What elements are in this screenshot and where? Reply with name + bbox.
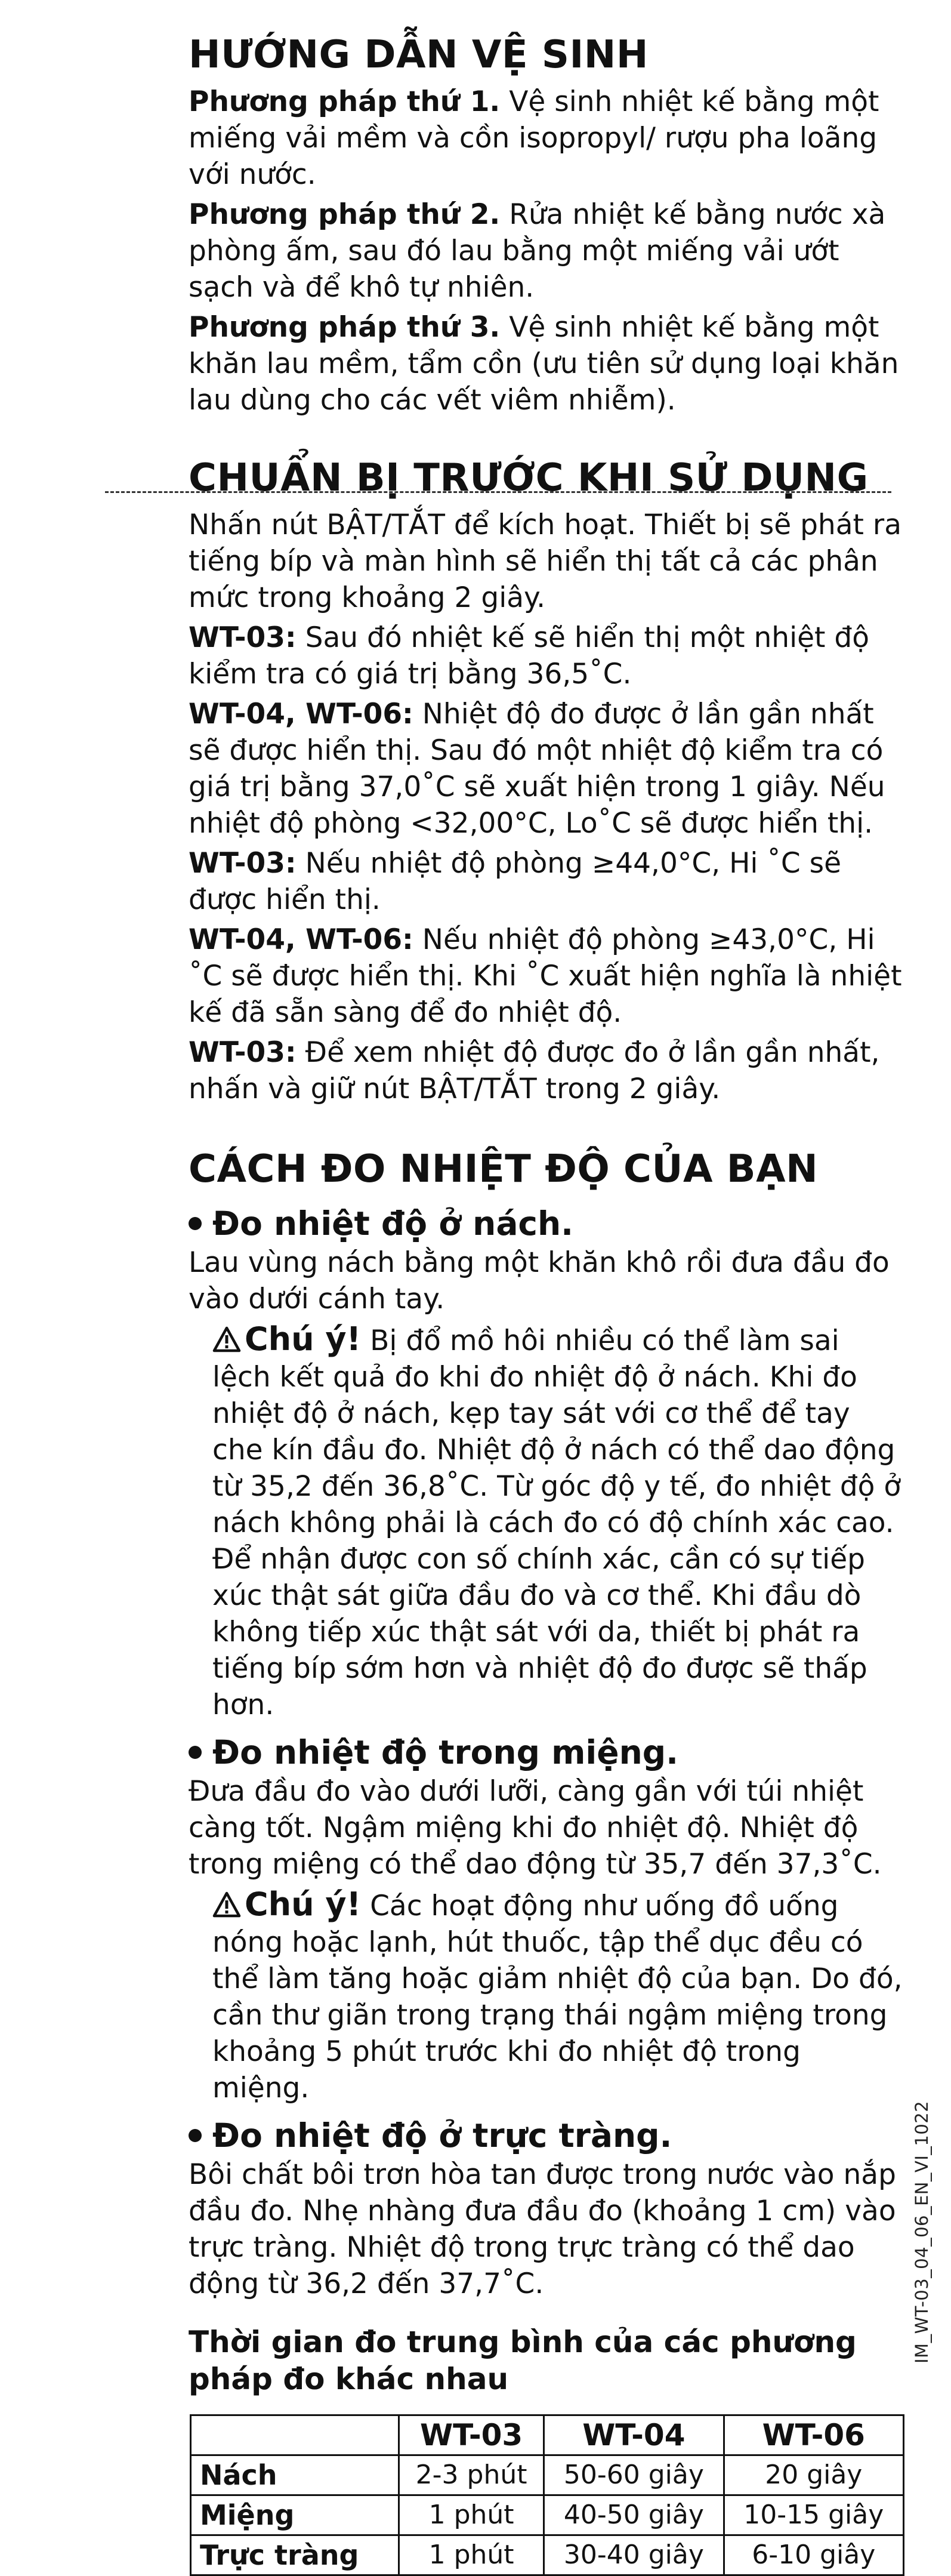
document-code: IM_WT-03_04_06_EN_VI_1022 (912, 2100, 932, 2364)
armpit-warning-text: Bị đổ mồ hôi nhiều có thể làm sai lệch kết quả đo khi đo nhiệt độ ở nách. Khi đo nhiệt độ ở nách, kẹp tay sát với cơ thể để tay che kín đầu đo. Nhiệt độ ở nách có thể dao động từ 35,2 đến 36,8˚C. Từ góc độ y tế, đo nhiệt độ ở nách không phải là cách đo có độ chính xác cao. Để nhận được con số chính xác, cần có sự tiếp xúc thật sát giữa đầu đo và cơ thể. Khi đầu dò không tiếp xúc thật sát với da, thiết bị phát ra tiếng bíp sớm hơn và nhiệt độ đo được sẽ thấp hơn. (212, 1324, 901, 1721)
method-2-label: Phương pháp thứ 2. (189, 198, 501, 231)
table-header-cell: WT-04 (544, 2415, 724, 2455)
cleaning-section (189, 30, 904, 418)
table-row (191, 2535, 904, 2575)
content-column (189, 30, 904, 2576)
method-2-text: Rửa nhiệt kế bằng nước xà phòng ấm, sau đó lau bằng một miếng vải ướt sạch và để khô tự nhiên. (189, 198, 886, 304)
prep-paragraph-2 (189, 696, 904, 842)
prep-2-text: Nhiệt độ đo được ở lần gần nhất sẽ được hiển thị. Sau đó một nhiệt độ kiểm tra có giá trị bằng 37,0˚C sẽ xuất hiện trong 1 giây. Nếu nhiệt độ phòng <32,00°C, Lo˚C sẽ được hiển thị. (189, 698, 885, 840)
oral-warning (212, 1886, 904, 2106)
table-header-cell: WT-06 (724, 2415, 903, 2455)
table-cell: 2-3 phút (399, 2455, 544, 2495)
table-header-row (191, 2415, 904, 2455)
prep-paragraph-4 (189, 922, 904, 1031)
measurement-title: CÁCH ĐO NHIỆT ĐỘ CỦA BẠN (189, 1147, 819, 1191)
table-row-header: Miệng (191, 2495, 399, 2535)
prep-4-text: Nếu nhiệt độ phòng ≥43,0°C, Hi ˚C sẽ được hiển thị. Khi ˚C xuất hiện nghĩa là nhiệt kế đã sẵn sàng để đo nhiệt độ. (189, 923, 902, 1029)
armpit-heading (189, 1203, 904, 1244)
prep-2-label: WT-04, WT-06: (189, 698, 413, 731)
warning-icon (212, 1891, 241, 1918)
bullet-icon (189, 1217, 202, 1230)
prep-3-text: Nếu nhiệt độ phòng ≥44,0°C, Hi ˚C sẽ được hiển thị. (189, 847, 842, 916)
oral-text: Đưa đầu đo vào dưới lưỡi, càng gần với túi nhiệt càng tốt. Ngậm miệng khi đo nhiệt độ. Nhiệt độ trong miệng có thể dao động từ 35,7 đến 37,3˚C. (189, 1775, 882, 1881)
armpit-text: Lau vùng nách bằng một khăn khô rồi đưa đầu đo vào dưới cánh tay. (189, 1246, 890, 1315)
table-header-cell (191, 2415, 399, 2455)
oral-heading (189, 1731, 904, 1773)
table-cell: 6-10 giây (724, 2535, 903, 2575)
method-3-text: Vệ sinh nhiệt kế bằng một khăn lau mềm, tẩm cồn (ưu tiên sử dụng loại khăn lau dùng cho các vết viêm nhiễm). (189, 311, 899, 417)
preparation-intro: Nhấn nút BẬT/TẮT để kích hoạt. Thiết bị sẽ phát ra tiếng bíp và màn hình sẽ hiển thị tất cả các phân mức trong khoảng 2 giây. (189, 509, 901, 614)
table-cell: 50-60 giây (544, 2455, 724, 2495)
prep-paragraph-3 (189, 845, 904, 918)
table-cell: 10-15 giây (724, 2495, 903, 2535)
oral-title: Đo nhiệt độ trong miệng. (212, 1733, 678, 1771)
armpit-warning (212, 1321, 904, 1723)
preparation-title: CHUẨN BỊ TRƯỚC KHI SỬ DỤNG (189, 456, 869, 500)
armpit-warning-label: Chú ý! (245, 1320, 362, 1358)
method-1-text: Vệ sinh nhiệt kế bằng một miếng vải mềm và cồn isopropyl/ rượu pha loãng với nước. (189, 85, 879, 191)
preparation-section (189, 453, 904, 1107)
rectal-heading (189, 2115, 904, 2156)
bullet-icon (189, 2129, 202, 2142)
method-2 (189, 196, 904, 306)
table-cell: 40-50 giây (544, 2495, 724, 2535)
rectal-text: Bôi chất bôi trơn hòa tan được trong nước vào nắp đầu đo. Nhẹ nhàng đưa đầu đo (khoảng 1 cm) vào trực tràng. Nhiệt độ trong trực tràng có thể dao động từ 36,2 đến 37,7˚C. (189, 2158, 896, 2300)
prep-1-label: WT-03: (189, 621, 297, 654)
bullet-icon (189, 1746, 202, 1759)
method-3-label: Phương pháp thứ 3. (189, 311, 501, 344)
table-cell: 30-40 giây (544, 2535, 724, 2575)
measurement-section (189, 1144, 904, 2302)
method-1 (189, 84, 904, 193)
table-row-header: Trực tràng (191, 2535, 399, 2575)
warning-icon (212, 1326, 241, 1352)
table-row (191, 2455, 904, 2495)
armpit-title: Đo nhiệt độ ở nách. (212, 1204, 574, 1243)
prep-paragraph-5 (189, 1034, 904, 1107)
rectal-title: Đo nhiệt độ ở trực tràng. (212, 2116, 672, 2155)
prep-paragraph-1 (189, 620, 904, 692)
table-cell: 20 giây (724, 2455, 903, 2495)
table-cell: 1 phút (399, 2495, 544, 2535)
cleaning-title: HƯỚNG DẪN VỆ SINH (189, 33, 649, 77)
prep-1-text: Sau đó nhiệt kế sẽ hiển thị một nhiệt độ kiểm tra có giá trị bằng 36,5˚C. (189, 621, 870, 691)
table-header-cell: WT-03 (399, 2415, 544, 2455)
table-title: Thời gian đo trung bình của các phương pháp đo khác nhau (189, 2325, 857, 2396)
prep-5-text: Để xem nhiệt độ được đo ở lần gần nhất, nhấn và giữ nút BẬT/TẮT trong 2 giây. (189, 1036, 880, 1105)
prep-3-label: WT-03: (189, 847, 297, 880)
method-3 (189, 309, 904, 418)
prep-5-label: WT-03: (189, 1036, 297, 1069)
method-1-label: Phương pháp thứ 1. (189, 85, 501, 118)
measurement-time-table (190, 2414, 904, 2576)
table-row-header: Nách (191, 2455, 399, 2495)
prep-4-label: WT-04, WT-06: (189, 923, 413, 956)
oral-warning-text: Các hoạt động như uống đồ uống nóng hoặc lạnh, hút thuốc, tập thể dục đều có thể làm tăng hoặc giảm nhiệt độ của bạn. Do đó, cần thư giãn trong trạng thái ngậm miệng trong khoảng 5 phút trước khi đo nhiệt độ trong miệng. (212, 1890, 903, 2104)
oral-warning-label: Chú ý! (245, 1885, 362, 1923)
table-cell: 1 phút (399, 2535, 544, 2575)
table-row (191, 2495, 904, 2535)
